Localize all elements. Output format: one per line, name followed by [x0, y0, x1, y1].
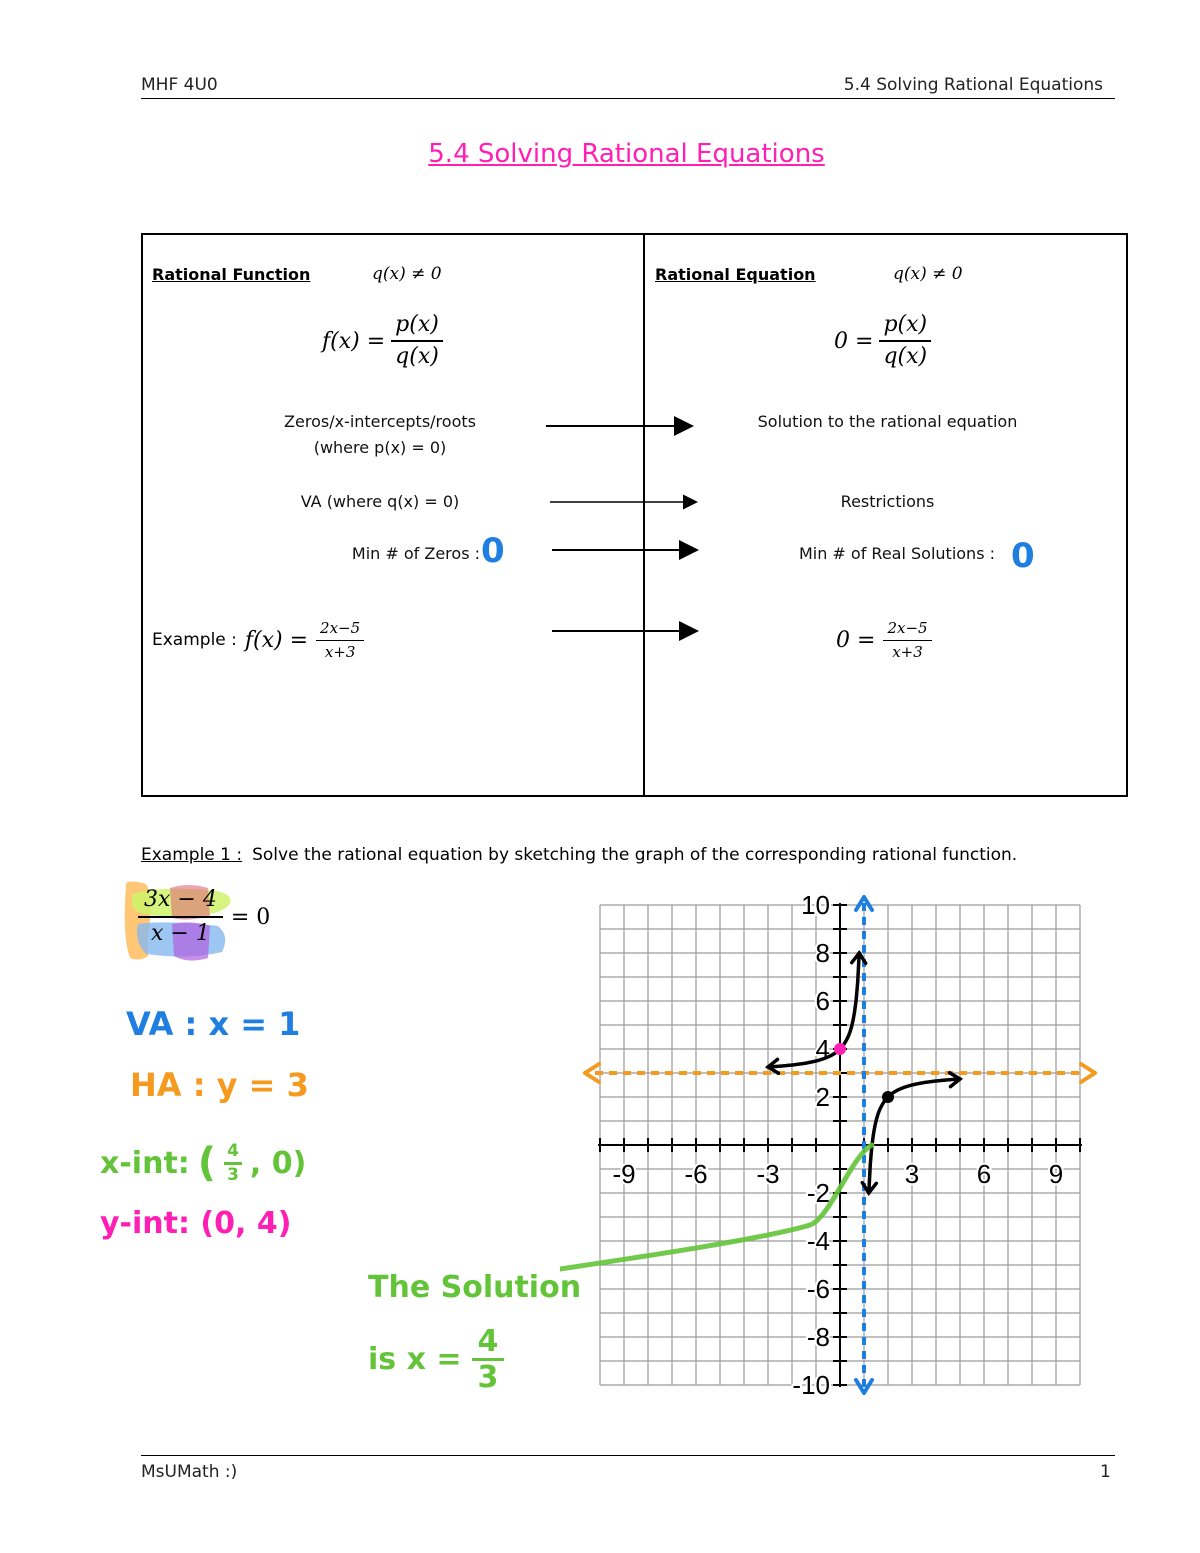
note-ha: HA : y = 3: [130, 1066, 309, 1104]
x-tick-label: -9: [612, 1159, 636, 1189]
note-xint-rest: , 0): [249, 1145, 307, 1181]
example1-text: Solve the rational equation by sketching the graph of the corresponding rational function.: [252, 845, 1018, 865]
y-tick-label: -10: [792, 1370, 830, 1400]
example1-label: Example 1 :: [141, 845, 243, 865]
header-course-code: MHF 4U0: [141, 75, 218, 95]
note-va: VA : x = 1: [126, 1005, 301, 1043]
note-xint-label: x-int:: [100, 1145, 190, 1181]
right-definition: [834, 313, 931, 369]
example1-equation: [138, 888, 270, 946]
left-example-label: Example :: [152, 630, 237, 650]
left-example-num: 2x−5: [316, 620, 364, 641]
header-rule: [141, 98, 1115, 99]
page-title: 5.4 Solving Rational Equations: [428, 139, 825, 169]
y-tick-label: -4: [806, 1226, 830, 1256]
x-tick-label: -6: [684, 1159, 708, 1189]
y-tick-label: 8: [815, 938, 830, 968]
right-definition-num: p(x): [879, 313, 931, 342]
y-tick-label: 4: [815, 1034, 830, 1064]
example1-num: 3x − 4: [138, 888, 223, 918]
left-example: [152, 620, 364, 660]
right-definition-den: q(x): [883, 344, 928, 370]
left-definition-fraction: [391, 313, 443, 369]
header-section-title: 5.4 Solving Rational Equations: [843, 75, 1103, 95]
graph: [560, 880, 1120, 1410]
y-intercept-point: [834, 1043, 846, 1055]
note-xint-fraction: [224, 1142, 242, 1184]
example1-prompt: [141, 845, 1017, 865]
footer-left: MsUMath :): [141, 1462, 238, 1482]
right-example-num: 2x−5: [883, 620, 931, 641]
right-example-lhs: 0 =: [836, 627, 876, 653]
right-condition: q(x) ≠ 0: [893, 264, 963, 284]
y-tick-label: 6: [815, 986, 830, 1016]
zeros-line1: Zeros/x-intercepts/roots: [284, 412, 476, 431]
left-definition-lhs: f(x) =: [322, 328, 386, 354]
restrictions-text: Restrictions: [840, 492, 935, 511]
table-arrows: [540, 410, 710, 650]
y-tick-label: -6: [806, 1274, 830, 1304]
left-definition: [322, 313, 443, 369]
solution-line2: [368, 1325, 504, 1394]
x-tick-label: 6: [976, 1159, 992, 1189]
solution-den: 3: [477, 1360, 499, 1395]
right-definition-fraction: [879, 313, 931, 369]
example1-rhs: = 0: [230, 904, 271, 930]
min-solutions-text: Min # of Real Solutions :: [798, 544, 995, 563]
footer-page-number: 1: [1100, 1462, 1111, 1482]
right-example-fraction: [883, 620, 931, 660]
left-condition: q(x) ≠ 0: [372, 264, 442, 284]
solution-text: Solution to the rational equation: [757, 412, 1018, 431]
example1-fraction: [138, 888, 223, 946]
example1-den: x − 1: [151, 921, 210, 947]
min-zeros-answer: 0: [481, 531, 505, 571]
left-example-lhs: f(x) =: [244, 627, 309, 653]
note-xint: [100, 1140, 306, 1186]
min-zeros-text: Min # of Zeros :: [351, 544, 480, 563]
solution-fraction: [472, 1325, 505, 1394]
va-text: VA (where q(x) = 0): [300, 492, 460, 511]
solution-line1: The Solution: [368, 1270, 582, 1305]
note-xint-den: 3: [227, 1164, 239, 1185]
left-definition-den: q(x): [395, 344, 439, 370]
note-yint: y-int: (0, 4): [100, 1206, 292, 1241]
y-tick-label: 10: [801, 890, 830, 920]
rational-equation-label: Rational Equation: [655, 265, 816, 284]
rational-function-label: Rational Function: [152, 265, 311, 284]
horizontal-asymptote-arrow-right: [1081, 1064, 1095, 1082]
y-tick-label: -2: [806, 1178, 830, 1208]
x-tick-label: 3: [904, 1159, 920, 1189]
footer-rule: [141, 1455, 1115, 1456]
solution-num: 4: [472, 1325, 505, 1361]
note-xint-open-paren: (: [197, 1140, 217, 1186]
x-tick-label: -3: [756, 1159, 780, 1189]
x-tick-label: 9: [1048, 1159, 1064, 1189]
note-xint-num: 4: [224, 1142, 242, 1165]
right-example: [836, 620, 932, 660]
y-tick-label: 2: [815, 1082, 830, 1112]
right-definition-lhs: 0 =: [834, 328, 874, 354]
y-tick-label: -8: [806, 1322, 830, 1352]
solution-line2-text: is x =: [368, 1342, 462, 1377]
graph-point: [882, 1091, 894, 1103]
right-example-den: x+3: [892, 642, 923, 661]
left-definition-num: p(x): [391, 313, 443, 342]
left-example-fraction: [316, 620, 364, 660]
zeros-line2: (where p(x) = 0): [313, 438, 447, 457]
min-solutions-answer: 0: [1011, 536, 1035, 576]
left-example-den: x+3: [324, 642, 356, 661]
